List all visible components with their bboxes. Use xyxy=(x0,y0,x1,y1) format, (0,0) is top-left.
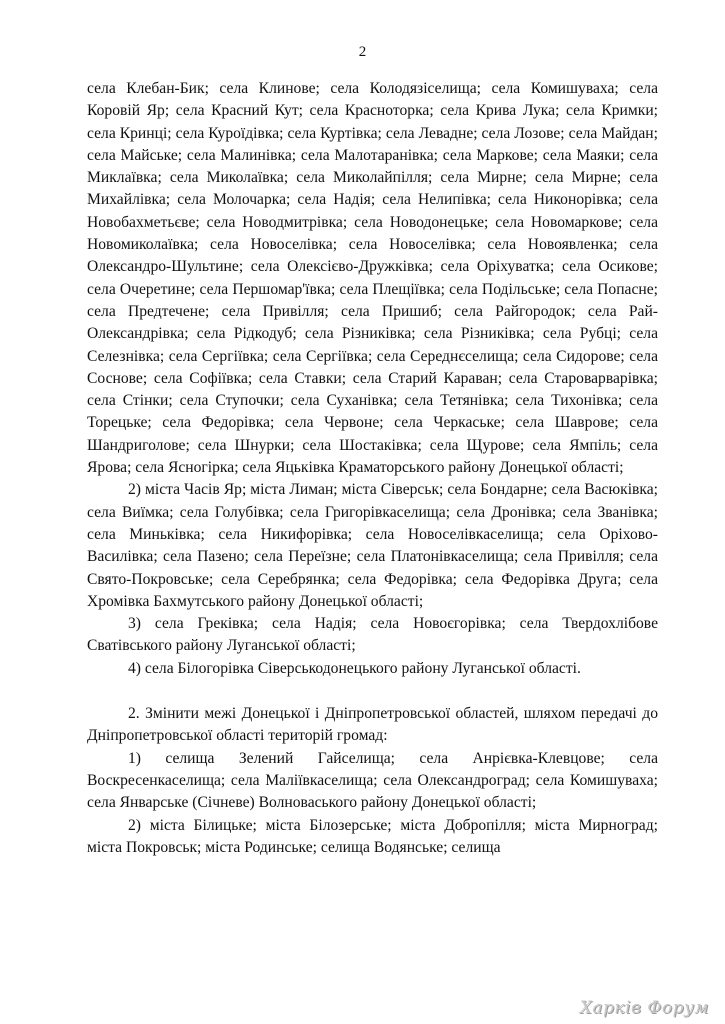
paragraph-item-2-bakhmut: 2) міста Часів Яр; міста Лиман; міста Сіверськ; села Бондарне; села Васюківка; села Виїмка; села Голубівка; села Григорівкаселища; села Дронівка; села Званівка; села Миньківка; села Никифорівка; села Новоселівкаселища; села Оріхово-Василівка; села Пазено; села Переїзне; села Платонівкаселища; села Привілля; села Свято-Покровське; села Серебрянка; села Федорівка; села Федорівка Друга; села Хромівка Бахмутського району Донецької області; xyxy=(87,481,658,610)
document-body xyxy=(87,78,658,859)
paragraph-villages-kramatorsk: села Клебан-Бик; села Клинове; села Колодязіселища; села Комишуваха; села Коровій Яр; села Красний Кут; села Красноторка; села Крива Лука; села Кримки; села Кринці; села Куроїдівка; села Куртівка; села Левадне; села Лозове; села Майдан; села Майське; села Малинівка; села Малотаранівка; села Маркове; села Маяки; села Миклаївка; села Миколаївка; села Миколайпілля; села Мирне; села Мирне; села Михайлівка; села Молочарка; села Надія; села Нелипівка; села Никонорівка; села Новобахметьєве; села Новодмитрівка; села Новодонецьке; села Новомаркове; села Новомиколаївка; села Новоселівка; села Новоселівка; села Новоявленка; села Олександро-Шультине; села Олексієво-Дружківка; села Оріхуватка; села Осикове; села Очеретине; села Першомар'ївка; села Плещіївка; села Подільське; села Попасне; села Предтечене; села Привілля; села Пришиб; села Райгородок; села Рай-Олександрівка; села Рідкодуб; села Різниківка; села Різниківка; села Рубці; села Селезнівка; села Сергіївка; села Сергіївка; села Середнєселища; села Сидорове; села Соснове; села Софіївка; села Ставки; села Старий Караван; села Староварварівка; села Стінки; села Ступочки; села Суханівка; села Тетянівка; села Тихонівка; села Торецьке; села Федорівка; села Червоне; села Черкаське; села Шаврове; села Шандриголове; села Шнурки; села Шостаківка; села Щурове; села Ямпіль; села Ярова; села Ясногірка; села Яцьківка Краматорського району Донецької області; xyxy=(87,80,658,477)
page-number: 2 xyxy=(358,44,367,60)
paragraph-section-2-item-2: 2) міста Білицьке; міста Білозерське; міста Добропілля; міста Мирноград; міста Покровськ; міста Родинське; селища Водянське; селища xyxy=(87,816,658,856)
paragraph-item-3-svatove: 3) села Греківка; села Надія; села Новоєгорівка; села Твердохлібове Сватівського району Луганської області; xyxy=(87,615,658,655)
watermark: Харків Форум xyxy=(579,998,709,1018)
paragraph-section-2-item-1: 1) селища Зелений Гайселища; села Анрієвка-Клевцове; села Воскресенкаселища; села Маліївкаселища; села Олександроград; села Комишуваха; села Январське (Січневе) Волноваського району Донецької області; xyxy=(87,749,658,812)
paragraph-section-2-heading: 2. Змінити межі Донецької і Дніпропетровської областей, шляхом передачі до Дніпропетровської області територій громад: xyxy=(87,705,658,745)
paragraph-item-4-sievierodonetsk: 4) села Білогорівка Сіверськодонецького району Луганської області. xyxy=(128,659,581,677)
